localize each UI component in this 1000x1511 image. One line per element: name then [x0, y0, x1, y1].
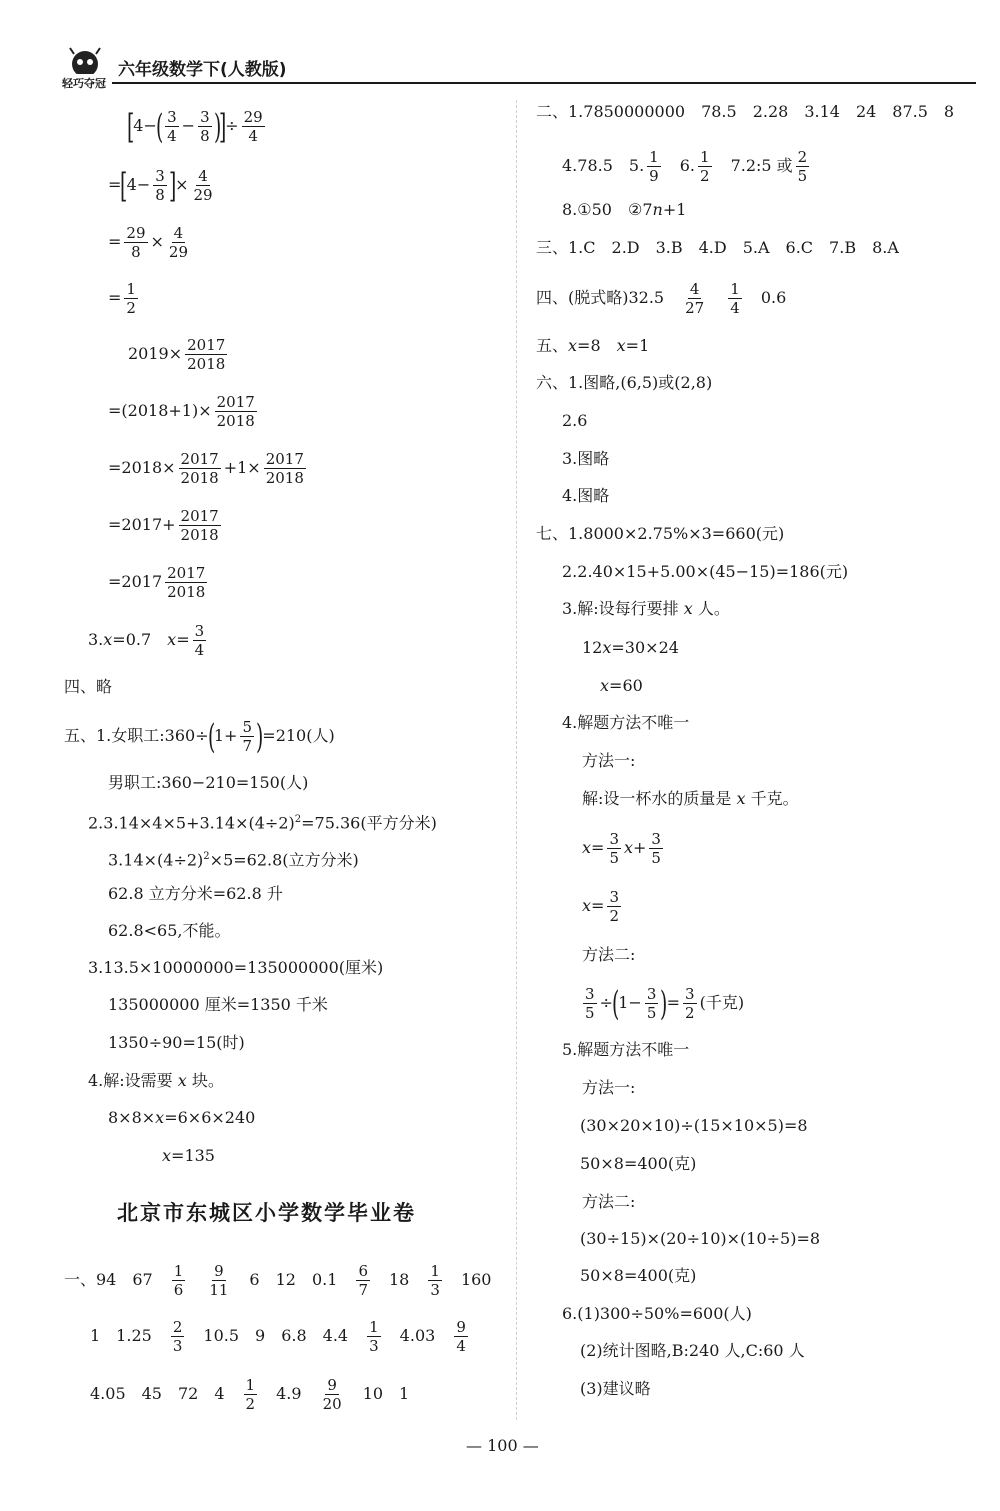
right-line-12: 2.2.40×15+5.00×(45−15)=186(元): [562, 562, 849, 581]
left-line-2: =[4− $\frac{3}{8}$ ]× $\frac{4}{29}$: [108, 165, 213, 206]
left-line-22: 8×8×x=6×6×240: [108, 1108, 256, 1127]
left-line-12: 五、1.女职工:360÷(1+ $\frac{5}{7}$ )=210(人): [64, 716, 335, 757]
right-line-23: 5.解题方法不唯一: [562, 1040, 690, 1059]
right-line-26: 50×8=400(克): [580, 1154, 697, 1173]
right-line-24: 方法一:: [582, 1078, 636, 1097]
left-line-1: [4−( $\frac{3}{4}$ − $\frac{3}{8}$ )]÷ $\frac{29}{4}$: [126, 106, 263, 147]
section-title: 北京市东城区小学数学毕业卷: [117, 1201, 416, 1225]
right-line-19: x= $\frac{3}{5}$ x+ $\frac{3}{5}$: [582, 830, 661, 867]
answer-row-1: 一、94 67 $\frac{1}{6}$ $\frac{9}{11}$ 6 12 0.1 $\frac{6}{7}$ 18 $\frac{1}{3}$ 160: [64, 1262, 492, 1299]
right-line-30: 6.(1)300÷50%=600(人): [562, 1304, 752, 1323]
right-line-31: (2)统计图略,B:240 人,C:60 人: [580, 1341, 805, 1360]
right-line-15: x=60: [600, 676, 643, 695]
right-line-3: 8.①50 ②7n+1: [562, 200, 687, 219]
right-line-22: $\frac{3}{5}$ ÷(1− $\frac{3}{5}$ )= $\frac{3}{2}$ (千克): [585, 983, 745, 1024]
right-line-13: 3.解:设每行要排 x 人。: [562, 599, 730, 618]
left-line-10: 3.x=0.7 x= $\frac{3}{4}$: [88, 622, 205, 659]
answer-row-2: 1 1.25 $\frac{2}{3}$ 10.5 9 6.8 4.4 $\frac{1}{3}$ 4.03 $\frac{9}{4}$: [90, 1318, 466, 1355]
left-line-23: x=135: [162, 1146, 215, 1165]
header-rule: [112, 82, 976, 84]
left-line-17: 62.8<65,不能。: [108, 921, 231, 940]
right-line-29: 50×8=400(克): [580, 1266, 697, 1285]
left-line-8: =2017+ $\frac{2017}{2018}$: [108, 507, 219, 544]
right-line-8: 2.6: [562, 411, 588, 430]
right-line-2: 4.78.5 5. $\frac{1}{9}$ 6. $\frac{1}{2}$ 7.2:5 或 $\frac{2}{5}$: [562, 148, 808, 185]
left-line-16: 62.8 立方分米=62.8 升: [108, 884, 283, 903]
right-line-20: x= $\frac{3}{2}$: [582, 888, 619, 925]
right-line-32: (3)建议略: [580, 1379, 651, 1398]
left-line-5: 2019× $\frac{2017}{2018}$: [128, 336, 226, 373]
left-line-15: $3.14\times(4\div 2)^2\times 5=62.8$(立方分米): [108, 850, 359, 870]
right-line-6: 五、x=8 x=1: [536, 336, 650, 355]
left-line-19: 135000000 厘米=1350 千米: [108, 995, 328, 1014]
right-line-17: 方法一:: [582, 751, 636, 770]
right-line-16: 4.解题方法不唯一: [562, 713, 690, 732]
right-line-1: 二、1.7850000000 78.5 2.28 3.14 24 87.5 8: [536, 102, 955, 121]
left-line-14: $2.3.14\times 4\times 5+3.14\times(4\div 2)^2=75.36$(平方分米): [88, 813, 437, 833]
left-line-7: =2018× $\frac{2017}{2018}$ +1× $\frac{2017}{2018}$: [108, 450, 304, 487]
answer-row-3: 4.05 45 72 4 $\frac{1}{2}$ 4.9 $\frac{9}{20}$ 10 1: [90, 1376, 410, 1413]
column-divider: [516, 100, 517, 1420]
right-line-28: (30÷15)×(20÷10)×(10÷5)=8: [580, 1229, 821, 1248]
right-line-11: 七、1.8000×2.75%×3=660(元): [536, 524, 785, 543]
right-line-27: 方法二:: [582, 1192, 636, 1211]
right-line-18: 解:设一杯水的质量是 x 千克。: [582, 789, 799, 808]
book-title: 六年级数学下(人教版): [118, 60, 287, 80]
right-line-7: 六、1.图略,(6,5)或(2,8): [536, 373, 713, 392]
right-line-21: 方法二:: [582, 945, 636, 964]
left-line-11: 四、略: [64, 677, 113, 696]
right-line-5: 四、(脱式略)32.5 $\frac{4}{27}$ $\frac{1}{4}$ 0.6: [536, 280, 787, 317]
right-line-14: 12x=30×24: [582, 638, 679, 657]
left-line-13: 男职工:360−210=150(人): [108, 773, 309, 792]
right-line-10: 4.图略: [562, 486, 610, 505]
left-line-6: =(2018+1)× $\frac{2017}{2018}$: [108, 393, 255, 430]
logo: [62, 46, 108, 88]
right-line-9: 3.图略: [562, 449, 610, 468]
left-line-18: 3.13.5×10000000=135000000(厘米): [88, 958, 384, 977]
left-line-21: 4.解:设需要 x 块。: [88, 1071, 224, 1090]
left-line-20: 1350÷90=15(时): [108, 1033, 245, 1052]
left-line-9: =2017 $\frac{2017}{2018}$: [108, 564, 206, 601]
page-number: — 100 —: [466, 1436, 539, 1455]
right-line-4: 三、1.C 2.D 3.B 4.D 5.A 6.C 7.B 8.A: [536, 238, 899, 257]
left-line-4: = $\frac{1}{2}$: [108, 280, 136, 317]
logo-text: 轻巧夺冠: [62, 74, 106, 94]
right-line-25: (30×20×10)÷(15×10×5)=8: [580, 1116, 808, 1135]
left-line-3: = $\frac{29}{8}$ × $\frac{4}{29}$: [108, 224, 188, 261]
